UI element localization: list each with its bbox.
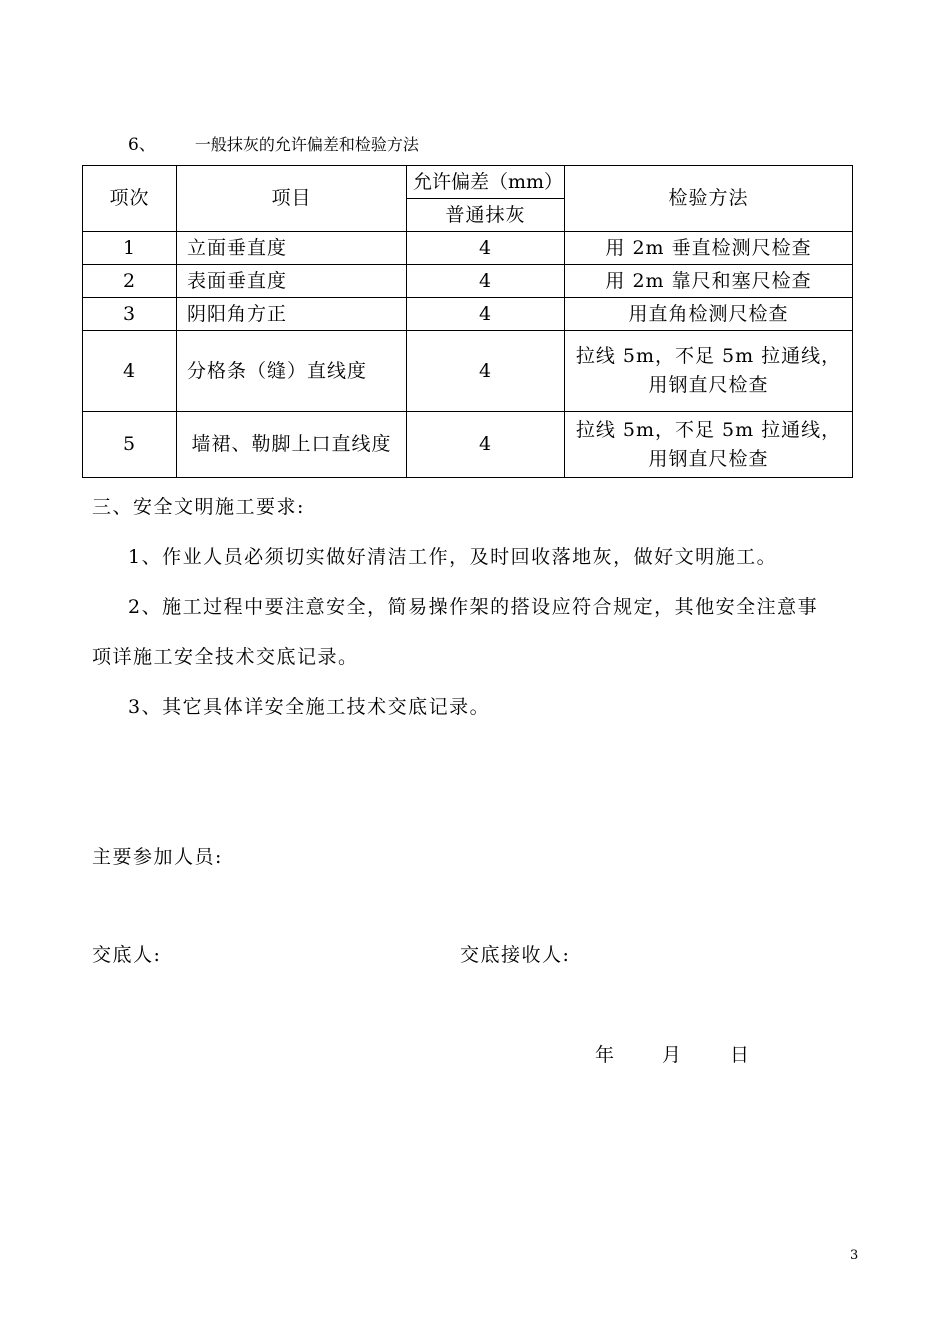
row-item: 分格条（缝）直线度 <box>177 331 407 412</box>
table-row <box>83 412 853 478</box>
header-index: 项次 <box>83 166 177 232</box>
section-number: 6、 <box>128 135 156 155</box>
date-day: 日 <box>730 1044 751 1066</box>
receiver-label: 交底接收人: <box>460 944 571 966</box>
header-method: 检验方法 <box>565 166 853 232</box>
table-row <box>83 232 853 265</box>
row-item: 墙裙、勒脚上口直线度 <box>177 412 407 478</box>
row-value: 4 <box>407 265 565 298</box>
row-value: 4 <box>407 232 565 265</box>
presenter-label: 交底人: <box>92 944 162 966</box>
row-index: 5 <box>83 412 177 478</box>
row-index: 3 <box>83 298 177 331</box>
row-index: 4 <box>83 331 177 412</box>
row-method: 用直角检测尺检查 <box>565 298 853 331</box>
safety-item-1: 1、作业人员必须切实做好清洁工作，及时回收落地灰，做好文明施工。 <box>128 546 778 568</box>
row-item: 阴阳角方正 <box>177 298 407 331</box>
page-number: 3 <box>850 1248 859 1263</box>
row-index: 2 <box>83 265 177 298</box>
participants-label: 主要参加人员: <box>92 846 223 868</box>
safety-item-2-line-1: 2、施工过程中要注意安全，简易操作架的搭设应符合规定，其他安全注意事 <box>128 596 819 618</box>
row-item: 表面垂直度 <box>177 265 407 298</box>
date-month: 月 <box>662 1044 683 1066</box>
row-index: 1 <box>83 232 177 265</box>
header-tolerance: 允许偏差（mm） <box>407 166 565 199</box>
safety-item-3: 3、其它具体详安全施工技术交底记录。 <box>128 696 491 718</box>
row-value: 4 <box>407 331 565 412</box>
table-row <box>83 298 853 331</box>
tolerance-table <box>82 165 853 478</box>
row-value: 4 <box>407 412 565 478</box>
safety-item-2-line-2: 项详施工安全技术交底记录。 <box>92 646 359 668</box>
row-method: 拉线 5m，不足 5m 拉通线，用钢直尺检查 <box>565 331 853 412</box>
header-item: 项目 <box>177 166 407 232</box>
row-method: 拉线 5m，不足 5m 拉通线，用钢直尺检查 <box>565 412 853 478</box>
row-item: 立面垂直度 <box>177 232 407 265</box>
row-method: 用 2m 靠尺和塞尺检查 <box>565 265 853 298</box>
row-method: 用 2m 垂直检测尺检查 <box>565 232 853 265</box>
section-title: 一般抹灰的允许偏差和检验方法 <box>194 135 419 154</box>
table-row <box>83 331 853 412</box>
table-row <box>83 265 853 298</box>
safety-title: 三、安全文明施工要求: <box>92 496 305 518</box>
header-tolerance-sub: 普通抹灰 <box>407 199 565 232</box>
section-heading <box>128 130 419 155</box>
row-value: 4 <box>407 298 565 331</box>
date-year: 年 <box>595 1044 616 1066</box>
